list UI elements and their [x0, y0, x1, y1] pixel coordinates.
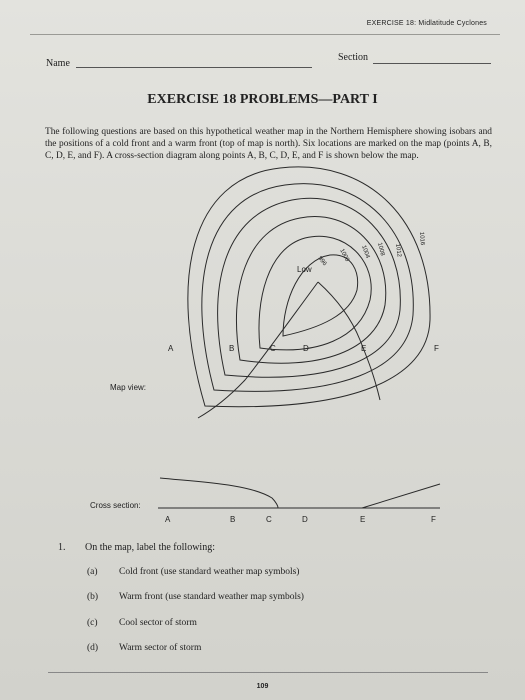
map-point-b: B [229, 344, 235, 353]
low-label: Low [297, 265, 312, 274]
running-head: EXERCISE 18: Midlatitude Cyclones [366, 20, 487, 27]
isobar-label-1004: 1004 [360, 244, 371, 260]
isobar-996 [283, 255, 358, 336]
footer-rule [48, 672, 488, 673]
cross-point-e: E [360, 515, 366, 524]
isobar-1012 [202, 184, 413, 392]
isobar-label-996: 996 [316, 255, 328, 268]
map-point-f: F [434, 344, 439, 353]
page-title: EXERCISE 18 PROBLEMS—PART I [147, 92, 378, 107]
cross-point-c: C [266, 515, 272, 524]
question-text: On the map, label the following: [85, 542, 215, 553]
item-key: (a) [87, 567, 98, 577]
map-point-d: D [303, 344, 309, 353]
name-label: Name [46, 58, 70, 69]
cross-point-d: D [302, 515, 308, 524]
isobar-label-1000: 1000 [338, 248, 350, 263]
item-text: Cool sector of storm [119, 618, 197, 628]
question-number: 1. [58, 542, 66, 553]
intro-paragraph: The following questions are based on this hypothetical weather map in the Northern Hemisphere showing isobars and the positions of a cold front and a warm front (top of map is north). Six locations are marked on the map (points A, B, C, D, E, and F). A cross-section diagram along points A, B, C, D, E, and F is shown below the map. [45, 127, 492, 161]
isobar-label-1008: 1008 [376, 242, 386, 257]
item-text: Warm sector of storm [119, 643, 202, 653]
isobar-1008 [218, 198, 401, 377]
page-number: 109 [256, 683, 269, 690]
item-key: (b) [87, 592, 99, 602]
map-point-e: E [361, 344, 367, 353]
cross-point-a: A [165, 515, 171, 524]
cross-section-label: Cross section: [90, 501, 141, 510]
cross-point-f: F [431, 515, 436, 524]
item-key: (d) [87, 643, 99, 653]
item-text: Cold front (use standard weather map symbols) [119, 567, 300, 577]
front-line-warm [318, 282, 380, 400]
cross-section-warm-front [362, 484, 440, 508]
item-key: (c) [87, 618, 98, 628]
map-view-label: Map view: [110, 383, 147, 392]
section-label: Section [338, 52, 368, 63]
front-line-cold [198, 282, 318, 418]
map-point-c: C [270, 344, 276, 353]
item-text: Warm front (use standard weather map symbols) [119, 592, 304, 602]
isobar-1000 [259, 236, 371, 350]
cross-section-cold-front [160, 478, 278, 508]
cross-point-b: B [230, 515, 236, 524]
isobar-label-1012: 1012 [394, 243, 402, 258]
isobar-1004 [236, 217, 385, 364]
map-point-a: A [168, 344, 174, 353]
isobar-label-1016: 1016 [418, 231, 425, 246]
